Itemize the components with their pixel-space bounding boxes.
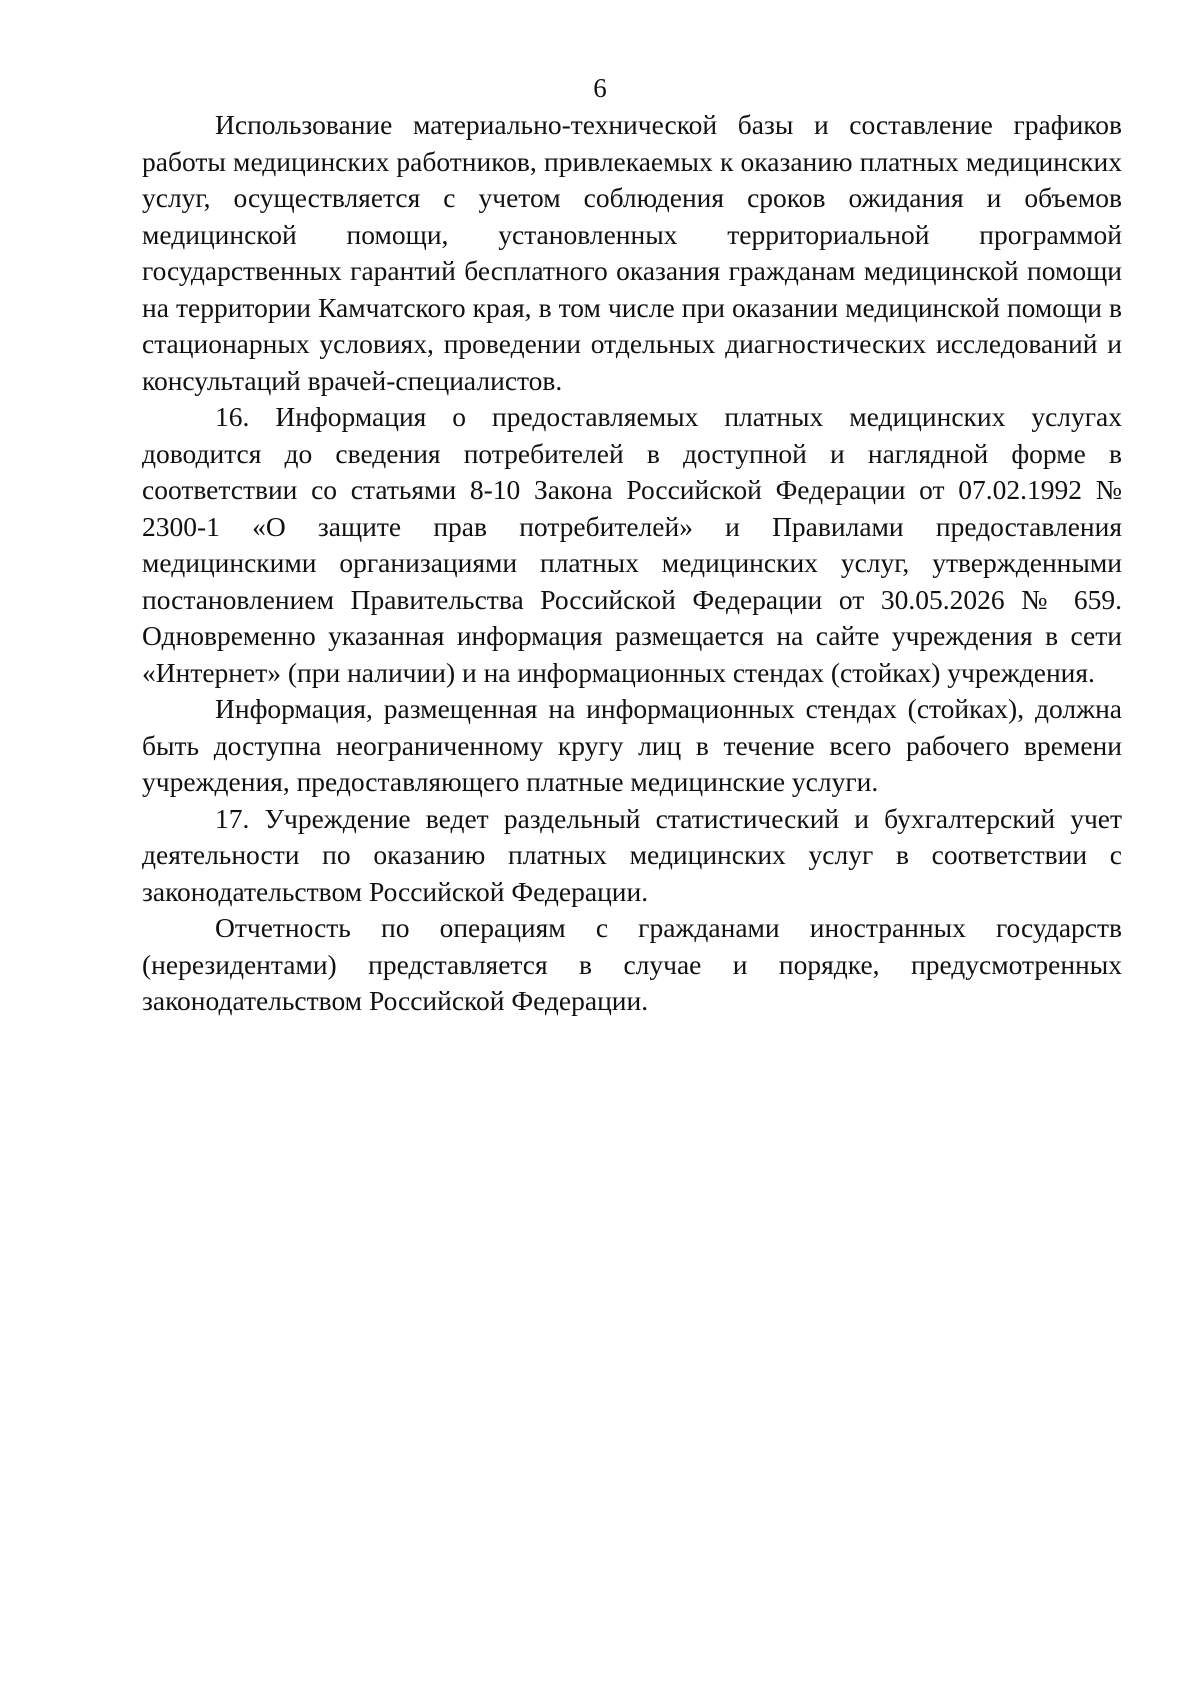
paragraph-resource-scheduling: Использование материально-технической базы и составление графиков работы медицинских работников, привлекаемых к оказанию платных медицинских услуг, осуществляется с учетом соблюдения сроков ожидания и объемов медицинской помощи, установленных территориальной программой государственных гарантий бесплатного оказания гражданам медицинской помощи на территории Камчатского края, в том числе при оказании медицинской помощи в стационарных условиях, проведении отдельных диагностических исследований и консультаций врачей-специалистов. [142,109,1122,396]
paragraph-information-availability: Информация, размещенная на информационных стендах (стойках), должна быть доступна неограниченному кругу лиц в течение всего рабочего времени учреждения, предоставляющего платные медицинские услуги. [142,693,1122,797]
paragraph-17-accounting: 17. Учреждение ведет раздельный статистический и бухгалтерский учет деятельности по оказанию платных медицинских услуг в соответствии с законодательством Российской Федерации. [142,802,1122,907]
paragraph-nonresident-reporting: Отчетность по операциям с гражданами иностранных государств (нерезидентами) представляется в случае и порядке, предусмотренных законодательством Российской Федерации. [142,912,1122,1016]
document-body [142,107,1122,1020]
page-number: 6 [593,73,607,103]
paragraph-16-service-information: 16. Информация о предоставляемых платных медицинских услугах доводится до сведения потребителей в доступной и наглядной форме в соответствии со статьями 8-10 Закона Российской Федерации от 07.02.1992 № 2300-1 «О защите прав потребителей» и Правилами предоставления медицинскими организациями платных медицинских услуг, утвержденными постановлением Правительства Российской Федерации от 30.05.2026 № 659. Одновременно указанная информация размещается на сайте учреждения в сети «Интернет» (при наличии) и на информационных стендах (стойках) учреждения. [142,401,1122,688]
